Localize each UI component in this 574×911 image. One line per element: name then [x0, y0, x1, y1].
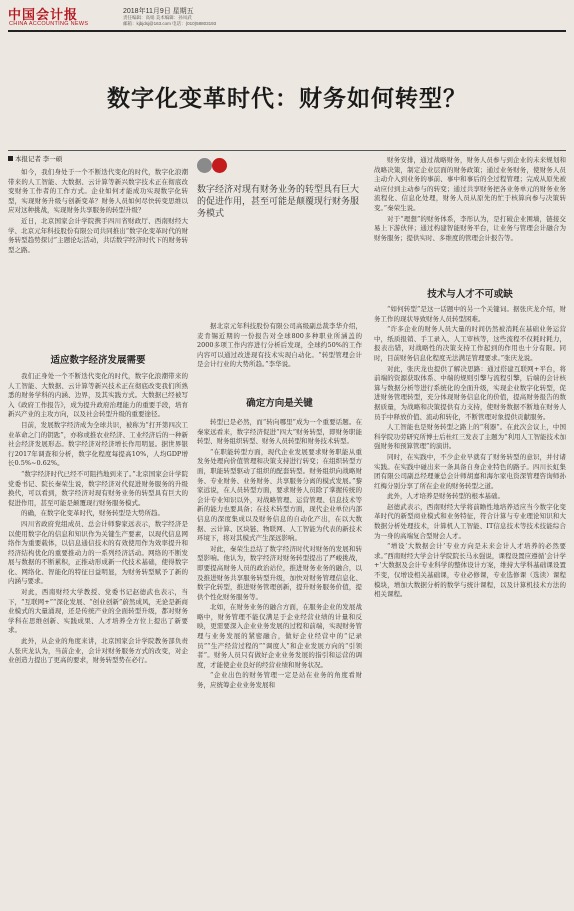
decorative-circles	[197, 156, 237, 176]
column-1-body	[8, 372, 188, 908]
paragraph: 对此，秦荣生总结了数字经济时代对财务的发展和转型影响。他认为，数字经济对财务转型提出了严峻挑战，即要提高财务人员的政治站位，推进财务业务的融合，以及推进财务共享服务转型升级，加快对财务管理信息化、数字化转型，推进财务管理创新，提升财务服务价值，提供个性化财务服务等。	[197, 544, 362, 601]
byline-text: 本报记者 李一硕	[15, 156, 63, 163]
red-circle-icon	[212, 158, 227, 173]
subhead-direction: 确定方向是关键	[246, 398, 313, 409]
paragraph: 转型已是必然，而“转向哪里”成为一个重要话题。在秦家远看来，数字经济促进“四大”财务转型，即财务职能转型、财务组织转型、财务人员转型和财务技术转型。	[197, 418, 362, 446]
newspaper-logo-en: CHINA ACCOUNTING NEWS	[9, 21, 89, 27]
paragraph: 如今，我们身处于一个不断迭代变化的时代，数字化浪潮带来的人工智能、大数据、云计算等新兴数字技术正在彻底改变财务工作者的工作方式。企业如何才能成功实现数字化转型，实现财务升级与创新变革？财务人员如何尽快转变思维以应对这种挑战，实现财务共享服务的转型升级？	[8, 168, 188, 215]
paragraph: 近日，北京国家会计学院携手四川省财政厅、西南财经大学、北京元年科技股份有限公司共同推出“数字化变革时代的财务转型趋势探讨”主题论坛活动，共话数字经济时代下的财务转型之路。	[8, 216, 188, 254]
masthead	[8, 4, 566, 28]
paragraph: 人工智能也是财务转型之路上的“利器”。在此次会议上，中国科学院功劳研究所博士后杜红三发表了主题为“利用人工智能技术加强财务和预算管理”的演讲。	[374, 423, 566, 451]
subhead-tech-talent: 技术与人才不可或缺	[427, 289, 513, 300]
paragraph: 目前，发展数字经济成为全球共识，被称为“打开第四次工业革命之门的钥匙”，亦称或推农业经济、工业经济后的一种新社会经济发展形态。数字经济对经济增长作用明显。据世界银行2017年调查和分析，数字化程度每提高10%，人均GDP增长0.5%~0.62%。	[8, 420, 188, 468]
paragraph: 财务安排，通过战略财务，财务人员参与到企业的未来规划和战略决策，制定企业层面的财务政策；通过业务财务，使财务人员主动介入到业务的事前、事中和事后的全过程管理；完成从原先被动应付到主动参与的转变；通过共享财务把各业务单元的财务业务流程化、信息化处理，财务人员从原先的忙于核算向参与决策转变。”秦荣生说。	[374, 156, 566, 212]
byline-square-icon	[8, 156, 13, 161]
contact-line: 邮箱：kjbjdsj@163.com 电话：(010)58803193	[123, 20, 217, 26]
issue-date: 2018年11月9日 星期五	[123, 8, 194, 15]
column-2-top	[197, 322, 362, 371]
paragraph: 我们正身处一个不断迭代变化的时代，数字化浪潮带来的人工智能、大数据、云计算等新兴技术正在彻底改变我们所熟悉的财务学科的内涵、边界，及其实践方式。大数据已经被写入《政府工作报告》，成为提升政府治理能力的重要手段，培育新兴产业的主攻方向，以及社会转型升级的重要途径。	[8, 372, 188, 419]
column-3-top	[374, 156, 566, 244]
byline	[8, 154, 62, 163]
paragraph: 对于“理想”的财务体系，李彤认为，是打破企业围墙，链接交易上下游伙伴；通过构建智能财务平台，让业务与管理会计融合为财务服务；提供实时、多维度的管理会计报告等。	[374, 214, 566, 242]
paragraph: “企业出色的财务管理一定是站在业务的角度看财务，应统筹企业业务发展和	[197, 671, 362, 690]
pull-quote: 数字经济对现有财务业务的转型具有巨大的促进作用，甚至可能是颠覆现行财务服务模式	[197, 185, 360, 219]
paragraph: “如何转型”是这一话题中的另一个关键词。据张庆龙介绍，财务工作的现状导致财务人员转型困难。	[374, 305, 566, 323]
paragraph: “在职能转型方面，现代企业发展要求财务职能从重发务处理向价值管理和决策支持进行转变；在组织转型方面，职能转型驱动了组织的配套转型。财务组织向战略财务、专业财务、业务财务、共享服务分离的模式发展。”黎家远说，在人员转型方面，要求财务人员除了掌握传统的会计专业知识以外，对战略管理、运营管理、信息技术等新的能力也要具备；在技术转型方面，现代企业单位内部信息的深度集成以及财务信息的自动化产出，在以大数据、云计算、区块链、物联网、人工智能为代表的新技术环境下，将对其模式产生深远影响。	[197, 447, 362, 543]
issue-info	[123, 15, 216, 26]
paragraph: 同时，在实践中，不少企业早就有了财务转型的意识，并付诸实践。在实践中碰出来一条具备自身企业特色的路子。四川长虹集团有限公司副总经理兼总会计师胡嘉和海尔家电资深管理咨询师孙红梅分别分享了所在企业的财务转型之道。	[374, 452, 566, 490]
paragraph: 对此，西南财经大学教授、党委书记赵德武也表示，当下，“互联网+”“深化发展、“创业创新”蔚然成风，无论是新商业模式的大量涌现，还是传统产业的全面转型升级，都对财务学科在思维创新、实践成果、人才培养全方位上提出了新要求。	[8, 588, 188, 635]
paragraph: 此外，人才培养是财务转型的根本基础。	[387, 492, 504, 501]
column-3-body	[374, 305, 566, 908]
subhead-digital-economy: 适应数字经济发展需要	[50, 355, 146, 366]
paragraph: 据北京元年科技股份有限公司高级副总裁李华介绍，麦肯锡近期的一份报告对全球800多种职业所涵盖的2000多项工作内容进行分析后发现，全球约50%的工作内容可以通过改进现有技术实现自动化。“转型管理会计是会计行业的大势所趋。”李华说。	[197, 322, 362, 369]
gray-circle-icon	[197, 158, 212, 173]
top-rule	[8, 30, 566, 32]
paragraph: “增设‘大数据会计’专业方向是未来会计人才培养的必然要求。”西南财经大学会计学院院长马永强说，课程设置应遵循‘会计学+’大数据及会计专业科学的整体设计方案，维持大学科基础课设置不变，仅增设相关基础课，专业必修课，专业选修课（选读）课程模块，增加大数据分析的数学与统计课程，以及计算机技术方法的相关课程。	[374, 542, 566, 599]
paragraph: “许多企业的财务人员大量的时间仍然被消耗在基础业务运营中，纸质报销、手工录入、人工审核等，这些流程不仅耗时耗力，报表出错，对战略性的决策支持工作起到的作用也十分有限。同时，目前财务信息化程度无法满足管理要求。”张庆龙说。	[374, 325, 566, 362]
paragraph: 对此，张庆龙也提供了解决思路：通过搭建互联网+平台，将前端的资源获取体系、中端的规则引擎与流程引擎，后端的会计核算与数据分析等进行系统化的全面升级，实现企业数字化转型，促进财务管理转型，充分体现财务信息化的价值，提高财务报告的数据质量，为战略和决策提供有力支持，使财务数据不断地在财务人员手中释放价值、流动和转化，不断管理对象提供贡献服务。	[374, 364, 566, 421]
column-2-body	[197, 418, 362, 908]
headline-rule	[8, 150, 566, 151]
column-1-intro	[8, 168, 188, 256]
newspaper-logo: 中国会计报	[8, 8, 79, 23]
paragraph: 赵德武表示，西南财经大学将前瞻性地培养适应当今数字化变革时代的新型商业模式和业务特征，符合计算与专业理论知识和大数据分析处理技术，计算机人工智能、IT信息技术等技术技能综合为一身的高端复合型财会人才。	[374, 502, 566, 540]
editor-line: 责任编辑：高娟 美术编辑：孙凤武	[123, 15, 192, 20]
article-headline: 数字化变革时代：财务如何转型？	[107, 86, 467, 112]
paragraph: 此外，从企业的角度来讲，北京国家会计学院教务部负责人张庆龙认为，当前企业，会计对财务服务方式的改变，对企业创造力提出了更高的要求，财务转型势在必行。	[8, 637, 188, 665]
paragraph: 北如，在财务业务的融合方面，在服务企业的发展战略中，财务管理不能仅满足于企业经营业绩的计量和反映，更需要深入企业业务发展的过程和前端，实现财务管理与业务发展的紧密融合，做好企业经营中的“记录员”“生产经营过程的”“调度人”和企业发展方向的“引领者”。财务人员只有做好企业业务发展的指引和运营的调度，才能使企业良好的经营业绩和财务状况。	[197, 603, 362, 669]
paragraph: 四川省政府党组成员、总会计师黎家远表示，数字经济是以使用数字化的信息和知识作为关键生产要素，以现代信息网络作为重要载体，以信息通信技术的有效使用作为效率提升和经济结构优化的重要推动力的一系列经济活动。网络的不断发展与数据的不断累积，正推动形成新一代技术基础，使得数字化、网络化、智能化的特征日益明显，为财务转型赋予了新的内涵与要求。	[8, 519, 188, 586]
paragraph: 的确，在数字化变革时代，财务转型是大势所趋。	[21, 509, 164, 518]
paragraph: “数字经济时代已经不可阻挡地到来了。”北京国家会计学院党委书记、院长秦荣生说，数字经济对代促进财务服务的升级换代，可以看到，数字经济对现有财务业务的转型具有巨大的促进作用，甚至可能是颠覆现行财务服务模式。	[8, 469, 188, 507]
